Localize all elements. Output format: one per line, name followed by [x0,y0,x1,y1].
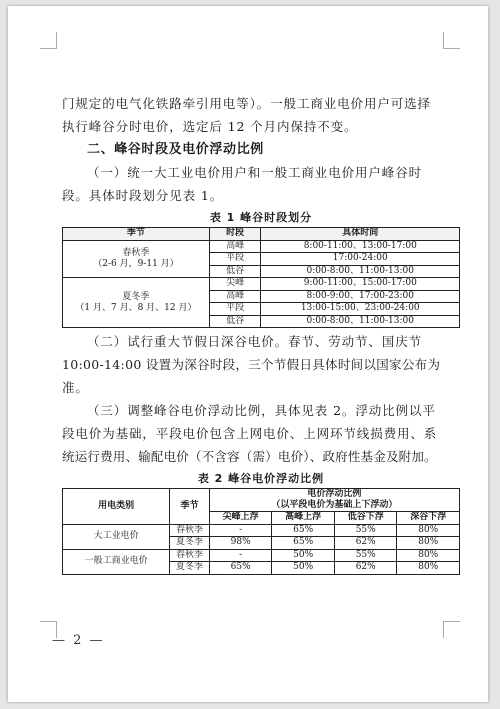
paragraph-line: 段电价为基础，平段电价包含上网电价、上网环节线损费用、系 [62,426,438,441]
value-cell: 80% [397,549,460,562]
table-header: 季节 [63,228,210,241]
table-row [63,549,460,562]
category-cell: 一般工商业电价 [63,549,170,574]
table-subheader: 低谷下浮 [334,512,397,525]
table1-caption: 表 1 峰谷时段划分 [209,211,313,224]
ratio-header-line2: （以平段电价为基础上下浮动） [271,500,398,510]
paragraph-line: 统运行费用、输配电价（不含容（需）电价）、政府性基金及附加。 [62,449,437,464]
time-cell: 8:00-11:00、13:00-17:00 [261,240,460,253]
season-cell: 夏冬季 [170,537,210,550]
value-cell: 50% [272,562,335,575]
period-cell: 尖峰 [209,278,261,291]
time-cell: 17:00-24:00 [261,253,460,266]
table-header-row [63,489,460,512]
season-name: 夏冬季 [122,291,150,302]
value-cell: 62% [334,562,397,575]
value-cell: 55% [334,524,397,537]
period-cell: 低谷 [209,265,261,278]
table-subheader: 尖峰上浮 [209,512,272,525]
paragraph-line: （三）调整峰谷电价浮动比例，具体见表 2。浮动比例以平 [87,403,436,418]
table-header: 具体时间 [261,228,460,241]
table-row [63,524,460,537]
page-content [62,92,460,575]
period-cell: 低谷 [209,315,261,328]
value-cell: 55% [334,549,397,562]
value-cell: 80% [397,562,460,575]
paragraph-line: 段。具体时段划分见表 1。 [62,188,224,203]
period-cell: 高峰 [209,290,261,303]
paragraph-line: 执行峰谷分时电价，选定后 12 个月内保持不变。 [62,119,358,134]
value-cell: 65% [272,524,335,537]
period-cell: 平段 [209,303,261,316]
value-cell: 65% [209,562,272,575]
paragraph-line: 门规定的电气化铁路牵引用电等）。一般工商业电价用户可选择 [62,96,431,111]
value-cell: - [209,524,272,537]
paragraph-line: （一）统一大工业电价用户和一般工商业电价用户峰谷时 [87,165,423,180]
page-number: — 2 — [52,633,105,648]
period-cell: 平段 [209,253,261,266]
table-subheader: 高峰上浮 [272,512,335,525]
table-header: 时段 [209,228,261,241]
time-cell: 0:00-8:00、11:00-13:00 [261,265,460,278]
season-cell: 春秋季 [170,549,210,562]
season-cell [63,278,210,328]
time-cell: 9:00-11:00、15:00-17:00 [261,278,460,291]
season-months: （1 月、7 月、8 月、12 月） [75,302,197,313]
table2-caption: 表 2 峰谷电价浮动比例 [197,472,325,485]
section-heading: 二、峰谷时段及电价浮动比例 [87,142,264,157]
table-row [63,240,460,253]
value-cell: - [209,549,272,562]
crop-mark-top-right [443,32,460,49]
table-subheader: 深谷下浮 [397,512,460,525]
table-header [209,489,459,512]
table-header: 季节 [170,489,210,525]
value-cell: 98% [209,537,272,550]
ratio-header-line1: 电价浮动比例 [307,489,362,499]
season-cell: 春秋季 [170,524,210,537]
time-cell: 0:00-8:00、11:00-13:00 [261,315,460,328]
period-cell: 高峰 [209,240,261,253]
paragraph-line: 10:00-14:00 设置为深谷时段，三个节假日具体时间以国家公布为 [62,357,441,372]
time-cell: 13:00-15:00、23:00-24:00 [261,303,460,316]
table1-time-periods [62,227,460,328]
table-header: 用电类别 [63,489,170,525]
value-cell: 65% [272,537,335,550]
table2-price-ratios [62,488,460,575]
crop-mark-top-left [40,32,57,49]
season-name: 春秋季 [122,247,150,258]
season-cell: 夏冬季 [170,562,210,575]
value-cell: 62% [334,537,397,550]
table-header-row [63,228,460,241]
document-page [8,6,488,702]
category-cell: 大工业电价 [63,524,170,549]
value-cell: 80% [397,537,460,550]
paragraph-line: 准。 [62,380,89,395]
value-cell: 50% [272,549,335,562]
season-months: （2-6 月，9-11 月） [93,258,179,269]
time-cell: 8:00-9:00、17:00-23:00 [261,290,460,303]
value-cell: 80% [397,524,460,537]
paragraph-line: （二）试行重大节假日深谷电价。春节、劳动节、国庆节 [87,334,423,349]
crop-mark-bottom-right [443,621,460,638]
table-row [63,278,460,291]
season-cell [63,240,210,278]
